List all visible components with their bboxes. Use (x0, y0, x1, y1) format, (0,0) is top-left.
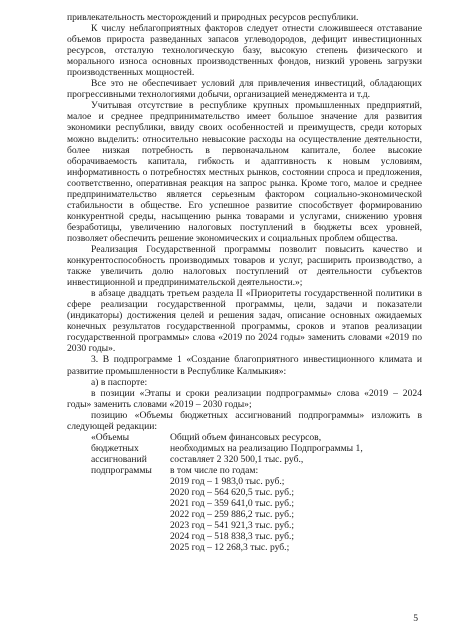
year-line: 2023 год – 541 921,3 тыс. руб.; (170, 520, 295, 532)
year-line: 2020 год – 564 620,5 тыс. руб.; (170, 487, 295, 499)
label-line: «Объемы (91, 431, 130, 443)
year-line: 2024 год – 518 838,3 тыс. руб.; (170, 531, 295, 543)
funding-table (67, 432, 422, 554)
label-line: ассигнований (91, 453, 147, 465)
label-line: подпрограммы (91, 464, 152, 476)
page-number: 5 (413, 613, 418, 624)
paragraph-1: привлекательность месторождений и природных ресурсов республики. (67, 12, 359, 23)
paragraph-7: 3. В подпрограмме 1 «Создание благоприятного инвестиционного климата и развитие промышленности в Республике Калмыкия»: (67, 354, 422, 377)
year-line: 2021 год – 359 641,0 тыс. руб.; (170, 498, 295, 510)
value-line: в том числе по годам: (170, 464, 259, 476)
paragraph-5: Реализация Государственной программы позволит повысить качество и конкурентоспособность производимых товаров и услуг, расширить производство, а также увеличить долю налоговых поступлений от деятельности субъектов инвестиционной и предпринимательской деятельности.»; (67, 243, 422, 289)
paragraph-6: в абзаце двадцать третьем раздела II «Приоритеты государственной политики в сфере реализации государственной программы, цели, задачи и показатели (индикаторы) достижения целей и решения задач, описание основных ожидаемых конечных результатов государственной программы, сроков и этапов реализации государственной программы» слова «2019 по 2024 годы» заменить словами «2019 по 2030 годы». (67, 288, 422, 355)
value-line: Общий объем финансовых ресурсов, (170, 431, 322, 443)
label-line: бюджетных (91, 442, 139, 454)
year-line: 2019 год – 1 983,0 тыс. руб.; (170, 475, 285, 487)
year-line: 2022 год – 259 886,2 тыс. руб.; (170, 509, 295, 521)
paragraph-8: а) в паспорте: (91, 376, 148, 388)
paragraph-3: Все это не обеспечивает условий для привлечения инвестиций, обладающих прогрессивными технологиями добычи, организацией менеджмента и т.д. (67, 78, 422, 101)
value-line: необходимых на реализацию Подпрограммы 1, (170, 442, 363, 454)
paragraph-9: в позиции «Этапы и сроки реализации подпрограммы» слова «2019 – 2024 годы» заменить словами «2019 – 2030 годы»; (67, 387, 422, 410)
value-line: составляет 2 320 500,1 тыс. руб., (170, 453, 304, 465)
funding-table-label (67, 432, 170, 554)
year-line: 2025 год – 12 268,3 тыс. руб.; (170, 542, 290, 554)
paragraph-10: позицию «Объемы бюджетных ассигнований подпрограммы» изложить в следующей редакции: (67, 409, 422, 432)
paragraph-2: К числу неблагоприятных факторов следует отнести сложившееся отставание объемов прироста разведанных запасов углеводородов, дефицит инвестиционных ресурсов, отсталую технологическую базу, высокую степень физического и морального износа основных производственных фондов, низкий уровень загрузки производственных мощностей. (67, 23, 422, 79)
paragraph-4: Учитывая отсутствие в республике крупных промышленных предприятий, малое и среднее предпринимательство имеет большое значение для развития экономики республики, ввиду своих особенностей и преимуществ, среди которых можно выделить: относительно невысокие расходы на осуществление деятельности, более низкая потребность в первоначальном капитале, более высокие оборачиваемость капитала, гибкость и адаптивность к новым условиям, информативность о потребностях местных рынков, состоянии спроса и предложения, соответственно, оперативная реакция на запрос рынка. Кроме того, малое и среднее предпринимательство является серьезным фактором социально-экономической стабильности в обществе. Его успешное развитие способствует формированию конкурентной среды, насыщению рынка товарами и услугами, снижению уровня безработицы, увеличению налоговых поступлений в бюджеты всех уровней, позволяет обеспечить решение экономических и социальных проблем общества. (67, 100, 422, 244)
funding-table-value (170, 432, 422, 554)
body-text (67, 12, 422, 432)
